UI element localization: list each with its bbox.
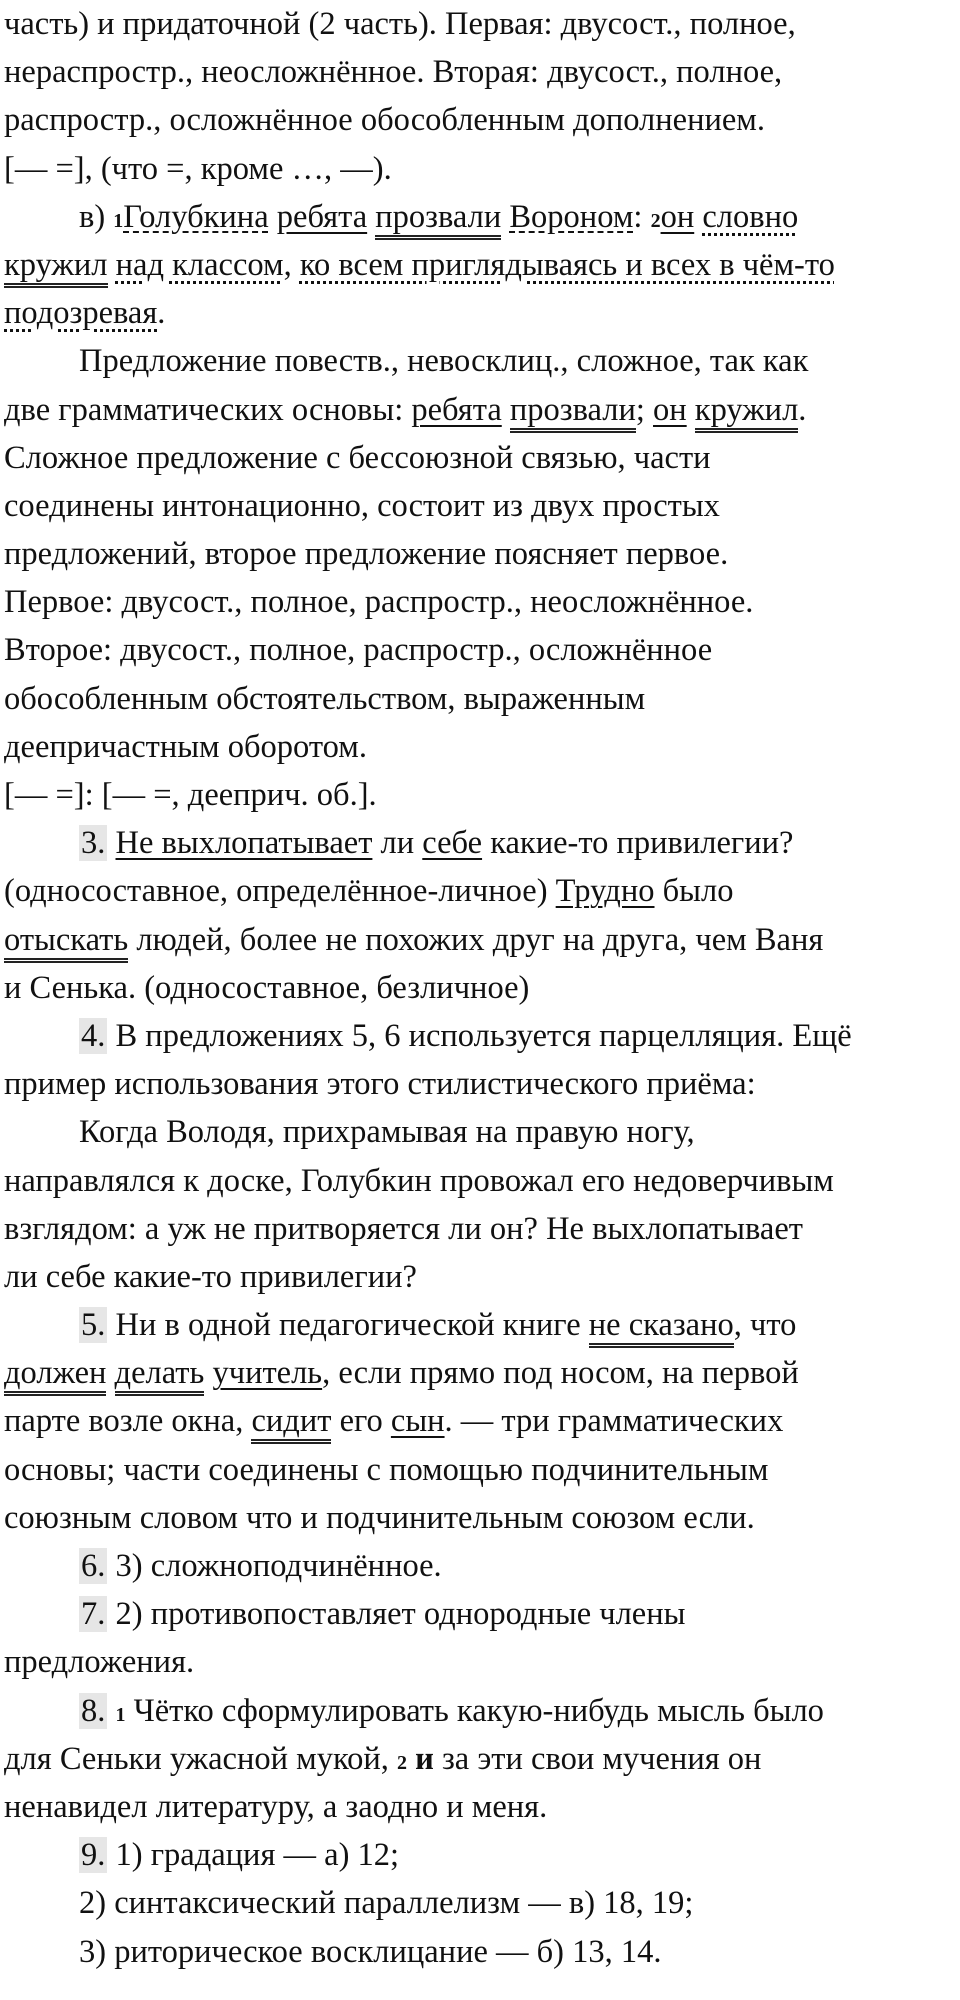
text: ли (372, 825, 423, 862)
text-line (4, 1638, 956, 1686)
text-line (4, 434, 956, 482)
space (407, 1741, 415, 1777)
object-word: себе (422, 825, 483, 862)
text: . (157, 295, 166, 332)
predicate-word: кружил (4, 247, 108, 288)
text: ; (635, 391, 654, 428)
predicate-word: Трудно (555, 873, 655, 910)
text-line (4, 1783, 956, 1831)
answer-4-line-1 (4, 1012, 956, 1060)
predicate-word: должен (4, 1355, 106, 1396)
text: Предложение повеств., невосклиц., сложное, так как (79, 343, 809, 380)
conjunction-word: и (415, 1740, 434, 1777)
text: пример использования этого стилистического приёма: (4, 1066, 756, 1103)
adverbial-word: словно (702, 198, 799, 235)
text-line (4, 771, 956, 819)
text-line (4, 145, 956, 193)
predicate-word: сидит (251, 1403, 331, 1444)
text: за эти свои мучения он (433, 1740, 762, 1777)
definition-word: Голубкина (123, 198, 269, 235)
space (107, 825, 115, 861)
text-line (4, 675, 956, 723)
answer-7-line (4, 1590, 956, 1638)
text-line (4, 578, 956, 626)
text: какие-то привилегии? (482, 825, 794, 862)
text: Чётко сформулировать какую-нибудь мысль было (125, 1692, 824, 1729)
text-line (4, 723, 956, 771)
answer-number: 3. (81, 825, 106, 862)
predicate-word: прозвали (375, 199, 501, 240)
text: часть) и придаточной (2 часть). Первая: двусост., полное, (4, 6, 796, 42)
text-line (4, 1253, 956, 1301)
text: парте возле окна, (4, 1403, 252, 1440)
text: , если прямо под носом, на первой (322, 1355, 799, 1392)
text-line (4, 1494, 956, 1542)
text: направлялся к доске, Голубкин провожал его недоверчивым (4, 1162, 834, 1199)
text-line (4, 1446, 956, 1494)
clause-number: 2 (396, 1751, 407, 1774)
text: 1) градация — а) 12; (107, 1837, 400, 1874)
text-line (4, 1108, 956, 1156)
text: союзным словом что и подчинительным союзом если. (4, 1499, 755, 1536)
text: распростр., осложнённое обособленным дополнением. (4, 102, 765, 139)
answer-number: 7. (81, 1596, 106, 1633)
subject-word: ребята (411, 391, 502, 428)
space (107, 1693, 115, 1729)
answer-number: 9. (81, 1837, 106, 1874)
space (269, 199, 277, 235)
text-line (4, 96, 956, 144)
space (687, 392, 695, 428)
document-page (4, 0, 956, 1976)
text: Второе: двусост., полное, распростр., осложнённое (4, 632, 713, 669)
text: , что (733, 1307, 797, 1344)
answer-9-line-2 (4, 1879, 956, 1927)
text: две грамматических основы: (4, 391, 412, 428)
text: [— =], (что =, кроме …, —). (4, 150, 392, 187)
adverbial-word: над классом (115, 246, 284, 283)
text-line (4, 48, 956, 96)
text: , (283, 246, 300, 283)
answer-number: 8. (81, 1692, 106, 1729)
text: Когда Володя, прихрамывая на правую ногу, (79, 1114, 695, 1151)
text: . — три грамматических (444, 1403, 784, 1440)
answer-3-line-2 (4, 867, 956, 915)
predicate-word: делать (115, 1355, 205, 1396)
text: предложений, второе предложение поясняет первое. (4, 536, 729, 573)
clause-number: 1 (113, 209, 124, 232)
text: предложения. (4, 1644, 195, 1681)
subject-word: ребята (276, 198, 368, 235)
sentence-v-line-1 (4, 193, 956, 241)
subject-word: учитель (212, 1355, 323, 1392)
answer-9-line-1 (4, 1831, 956, 1879)
space (106, 1355, 114, 1391)
sentence-v-line-2 (4, 241, 956, 289)
answer-number: 5. (81, 1307, 106, 1344)
answer-8-line-2 (4, 1735, 956, 1783)
answer-5-line-2 (4, 1349, 956, 1397)
text-line (4, 386, 956, 434)
text: его (331, 1403, 391, 1440)
subject-word: сын (390, 1403, 445, 1440)
answer-number: 6. (81, 1548, 106, 1584)
subject-word: он (653, 391, 687, 428)
answer-5-line-1 (4, 1301, 956, 1349)
text-line (4, 1205, 956, 1253)
text: Сложное предложение с бессоюзной связью, части (4, 439, 711, 476)
text: для Сеньки ужасной мукой, (4, 1740, 397, 1777)
text: взглядом: а уж не притворяется ли он? Не выхлопатывает (4, 1210, 803, 1247)
text: В предложениях 5, 6 используется парцелляция. Ещё (107, 1017, 852, 1054)
text: [— =]: [— =, дееприч. об.]. (4, 777, 377, 813)
text: нераспростр., неосложнённое. Вторая: двусост., полное, (4, 54, 783, 91)
answer-6-line (4, 1542, 956, 1590)
text: ненавидел литературу, а заодно и меня. (4, 1788, 548, 1825)
answer-5-line-3 (4, 1397, 956, 1445)
text: Первое: двусост., полное, распростр., неосложнённое. (4, 584, 754, 621)
text: . (798, 391, 807, 428)
text: соединены интонационно, состоит из двух простых (4, 487, 720, 524)
answer-9-line-3 (4, 1928, 956, 1976)
text: деепричастным оборотом. (4, 728, 367, 765)
predicate-word: не сказано (589, 1307, 734, 1348)
text: 3) риторическое восклицание — б) 13, 14. (79, 1933, 662, 1970)
adverbial-phrase: подозревая (4, 295, 158, 332)
text: Ни в одной педагогической книге (107, 1307, 589, 1344)
predicate-word: кружил (695, 392, 799, 433)
text: 2) противопоставляет однородные члены (107, 1596, 686, 1633)
space (502, 392, 510, 428)
answer-8-line-1 (4, 1687, 956, 1735)
text-line (4, 0, 956, 48)
text: и Сенька. (односоставное, безличное) (4, 969, 530, 1006)
text: людей, более не похожих друг на друга, чем Ваня (128, 921, 824, 958)
text: (односоставное, определённое-личное) (4, 873, 556, 910)
text: 2) синтаксический параллелизм — в) 18, 19; (79, 1885, 694, 1922)
text-line (4, 1157, 956, 1205)
subject-word: он (660, 198, 695, 235)
space (108, 247, 116, 283)
answer-3-line-3 (4, 916, 956, 964)
predicate-word: Не выхлопатывает (115, 825, 373, 862)
clause-number: 1 (115, 1703, 126, 1726)
text-line (4, 530, 956, 578)
adverbial-phrase: ко всем приглядываясь и всех в чём-то (299, 246, 835, 283)
predicate-word: отыскать (4, 922, 128, 963)
text-line (4, 482, 956, 530)
sentence-v-line-3 (4, 289, 956, 337)
predicate-word: прозвали (510, 392, 636, 433)
text-line (4, 337, 956, 385)
text-line (4, 626, 956, 674)
text: основы; части соединены с помощью подчинительным (4, 1451, 769, 1488)
clause-number: 2 (650, 209, 661, 232)
text-line (4, 964, 956, 1012)
text: 3) сложноподчинённое. (107, 1548, 442, 1584)
text: ли себе какие-то привилегии? (4, 1258, 417, 1295)
object-word: Вороном (509, 198, 634, 235)
text: : (633, 198, 651, 235)
text-line (4, 1060, 956, 1108)
answer-3-line-1 (4, 819, 956, 867)
answer-number: 4. (81, 1017, 106, 1054)
text: обособленным обстоятельством, выраженным (4, 680, 646, 717)
text: в) (79, 198, 114, 235)
text: было (654, 873, 734, 910)
